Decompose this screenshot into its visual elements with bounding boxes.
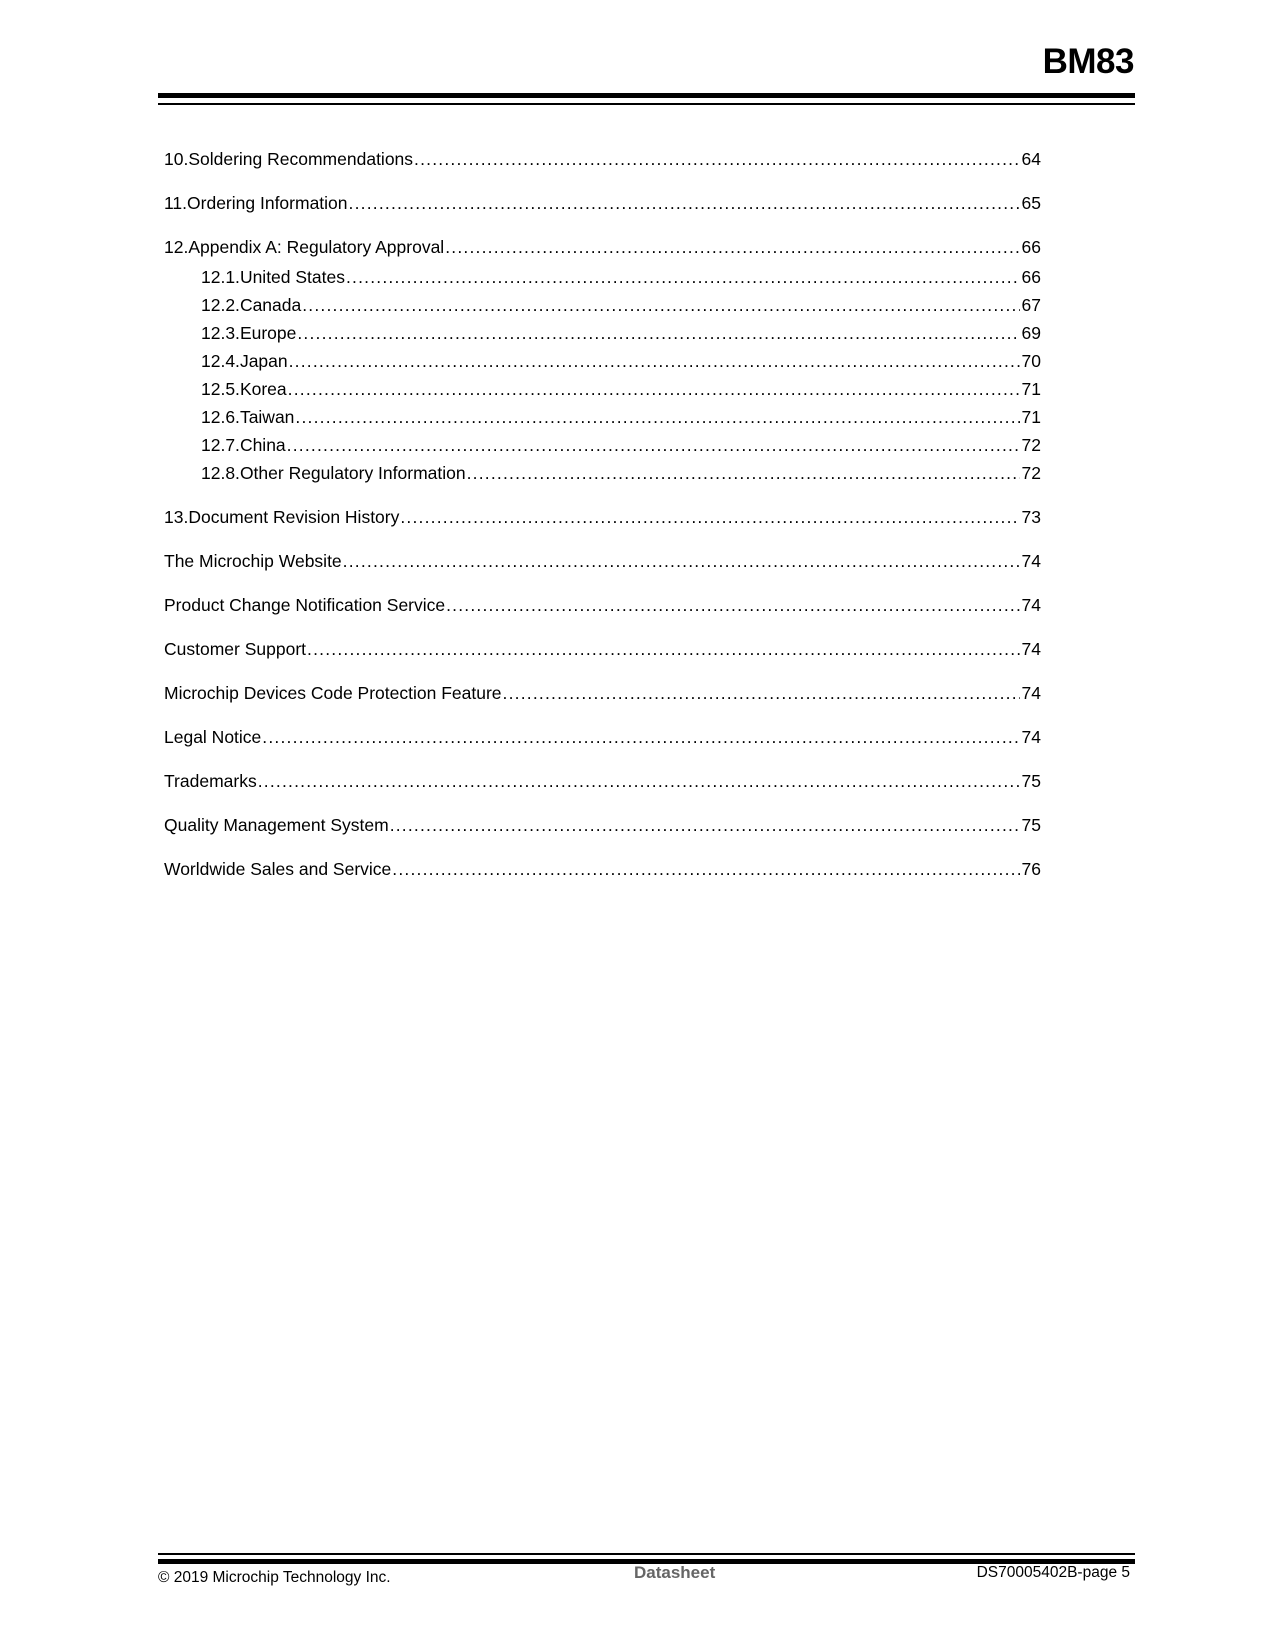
- toc-title: The Microchip Website: [164, 551, 342, 571]
- toc-number: 13.: [164, 507, 189, 527]
- toc-page-number: 66: [1021, 237, 1041, 257]
- toc-number: 12.: [164, 237, 189, 257]
- toc-title: Canada: [239, 295, 302, 315]
- toc-page-number: 74: [1021, 595, 1041, 615]
- toc-number: 12.4.: [201, 351, 240, 371]
- toc-page-number: 75: [1021, 815, 1041, 835]
- toc-page-number: 72: [1021, 463, 1041, 483]
- toc-page-number: 72: [1021, 435, 1041, 455]
- toc-leader: [414, 148, 1019, 170]
- toc-title: Legal Notice: [164, 727, 262, 747]
- toc-leader: [258, 770, 1020, 792]
- toc-leader: [287, 434, 1020, 456]
- header-rule-thin: [158, 103, 1135, 105]
- toc-title: Product Change Notification Service: [164, 595, 446, 615]
- toc-entry-code-protection[interactable]: [164, 682, 1041, 704]
- toc-number: 12.7.: [201, 435, 240, 455]
- toc-page-number: 71: [1021, 407, 1041, 427]
- toc-page-number: 66: [1021, 267, 1041, 287]
- toc-entry-12-1[interactable]: [164, 266, 1041, 288]
- toc-entry-12-3[interactable]: [164, 322, 1041, 344]
- toc-leader: [445, 236, 1019, 258]
- toc-leader: [302, 294, 1019, 316]
- toc-leader: [503, 682, 1020, 704]
- toc-leader: [349, 192, 1020, 214]
- toc-number: 12.8.: [201, 463, 240, 483]
- toc-page-number: 73: [1021, 507, 1041, 527]
- toc-entry-customer-support[interactable]: [164, 638, 1041, 660]
- toc-leader: [446, 594, 1019, 616]
- toc-page-number: 75: [1021, 771, 1041, 791]
- toc-number: 12.3.: [201, 323, 240, 343]
- footer-rule-thin: [158, 1553, 1135, 1555]
- toc-title: Taiwan: [239, 407, 295, 427]
- toc-title: Japan: [239, 351, 288, 371]
- toc-title: United States: [239, 267, 345, 287]
- toc-title: Other Regulatory Information: [239, 463, 466, 483]
- toc-number: 12.1.: [201, 267, 240, 287]
- toc-leader: [467, 462, 1020, 484]
- toc-page-number: 74: [1021, 727, 1041, 747]
- footer-copyright: © 2019 Microchip Technology Inc.: [158, 1569, 391, 1586]
- toc-page-number: 71: [1021, 379, 1041, 399]
- toc-page-number: 76: [1021, 859, 1041, 879]
- toc-page-number: 69: [1021, 323, 1041, 343]
- toc-entry-microchip-website[interactable]: [164, 550, 1041, 572]
- toc-page-number: 70: [1021, 351, 1041, 371]
- toc-title: Ordering Information: [187, 193, 348, 213]
- toc-entry-12-6[interactable]: [164, 406, 1041, 428]
- footer-doc-type: Datasheet: [634, 1563, 716, 1582]
- toc-entry-product-change-notification[interactable]: [164, 594, 1041, 616]
- toc-title: Worldwide Sales and Service: [164, 859, 392, 879]
- toc-title: Europe: [239, 323, 297, 343]
- toc-title: China: [239, 435, 286, 455]
- toc-entry-10[interactable]: [164, 148, 1041, 170]
- toc-entry-11[interactable]: [164, 192, 1041, 214]
- toc-page-number: 64: [1021, 149, 1041, 169]
- toc-leader: [295, 406, 1019, 428]
- toc-number: 10.: [164, 149, 189, 169]
- toc-leader: [400, 506, 1019, 528]
- toc-leader: [346, 266, 1020, 288]
- toc-leader: [289, 350, 1020, 372]
- toc-entry-12[interactable]: [164, 236, 1041, 258]
- toc-leader: [390, 814, 1020, 836]
- toc-number: 11.: [164, 193, 188, 213]
- toc-title: Quality Management System: [164, 815, 389, 835]
- toc-leader: [392, 858, 1019, 880]
- toc-entry-legal-notice[interactable]: [164, 726, 1041, 748]
- toc-leader: [262, 726, 1019, 748]
- toc-page-number: 74: [1021, 551, 1041, 571]
- toc-entry-worldwide-sales[interactable]: [164, 858, 1041, 880]
- toc-entry-12-2[interactable]: [164, 294, 1041, 316]
- toc-title: Appendix A: Regulatory Approval: [188, 237, 445, 257]
- toc-number: 12.5.: [201, 379, 240, 399]
- toc-title: Customer Support: [164, 639, 307, 659]
- toc-page-number: 65: [1021, 193, 1041, 213]
- toc-number: 12.2.: [201, 295, 240, 315]
- footer-page-ref: DS70005402B-page 5: [976, 1564, 1130, 1581]
- page-title: BM83: [1042, 42, 1134, 81]
- toc-page-number: 74: [1021, 683, 1041, 703]
- toc-leader: [297, 322, 1019, 344]
- table-of-contents: [164, 148, 1041, 880]
- toc-entry-13[interactable]: [164, 506, 1041, 528]
- toc-title: Trademarks: [164, 771, 257, 791]
- toc-entry-12-4[interactable]: [164, 350, 1041, 372]
- toc-entry-quality-management[interactable]: [164, 814, 1041, 836]
- toc-page-number: 74: [1021, 639, 1041, 659]
- toc-number: 12.6.: [201, 407, 240, 427]
- toc-entry-12-8[interactable]: [164, 462, 1041, 484]
- toc-entry-trademarks[interactable]: [164, 770, 1041, 792]
- toc-title: Document Revision History: [188, 507, 400, 527]
- toc-leader: [288, 378, 1020, 400]
- toc-entry-12-5[interactable]: [164, 378, 1041, 400]
- toc-title: Soldering Recommendations: [188, 149, 414, 169]
- header-rule-thick: [158, 93, 1135, 98]
- toc-entry-12-7[interactable]: [164, 434, 1041, 456]
- toc-title: Korea: [239, 379, 287, 399]
- toc-leader: [307, 638, 1020, 660]
- toc-page-number: 67: [1021, 295, 1041, 315]
- toc-leader: [343, 550, 1020, 572]
- toc-title: Microchip Devices Code Protection Feature: [164, 683, 502, 703]
